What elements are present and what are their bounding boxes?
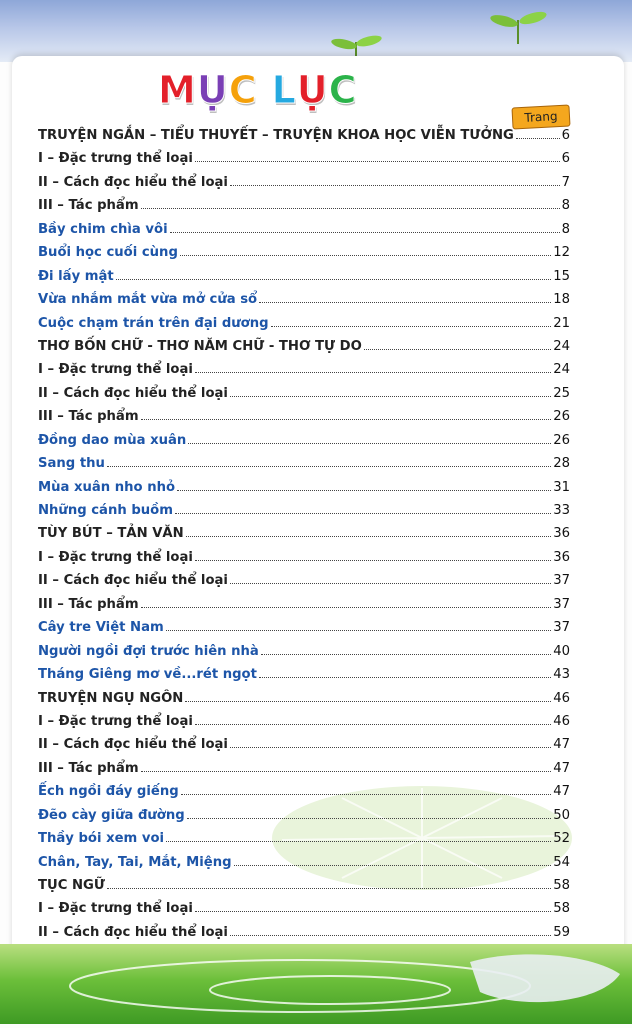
dot-leader bbox=[185, 700, 551, 702]
toc-entry-page: 40 bbox=[553, 643, 570, 659]
toc-entry-work bbox=[38, 456, 570, 479]
toc-entry-page: 59 bbox=[553, 924, 570, 940]
dot-leader bbox=[180, 254, 551, 256]
toc-entry-sub bbox=[38, 409, 570, 432]
toc-entry-work bbox=[38, 808, 570, 831]
toc-entry-label: III – Tác phẩm bbox=[38, 596, 139, 612]
toc-entry-work bbox=[38, 667, 570, 690]
toc-entry-sub bbox=[38, 151, 570, 174]
toc-entry-label: Đi lấy mật bbox=[38, 268, 114, 284]
toc-entry-label: TRUYỆN NGỤ NGÔN bbox=[38, 690, 184, 706]
toc-entry-label: TRUYỆN NGẮN – TIỂU THUYẾT – TRUYỆN KHOA HỌC VIỄN TƯỞNG bbox=[38, 128, 514, 143]
toc-entry-work bbox=[38, 784, 570, 807]
toc-entry-page: 58 bbox=[553, 878, 570, 893]
toc-entry-label: Vừa nhắm mắt vừa mở cửa sổ bbox=[38, 292, 258, 308]
dot-leader bbox=[195, 371, 551, 373]
dot-leader bbox=[516, 137, 560, 139]
toc-entry-page: 26 bbox=[553, 409, 570, 425]
page-title bbox=[158, 66, 358, 112]
dot-leader bbox=[195, 723, 551, 725]
toc-entry-page: 21 bbox=[553, 315, 570, 331]
toc-entry-work bbox=[38, 433, 570, 456]
toc-entry-sub bbox=[38, 761, 570, 784]
dot-leader bbox=[141, 770, 552, 772]
toc-entry-section bbox=[38, 339, 570, 362]
dot-leader bbox=[175, 512, 551, 514]
toc-entry-sub bbox=[38, 198, 570, 221]
toc-entry-page: 12 bbox=[553, 245, 570, 261]
toc-entry-sub bbox=[38, 550, 570, 573]
dot-leader bbox=[271, 325, 552, 327]
toc-entry-page: 47 bbox=[553, 760, 570, 776]
toc-entry-label: Bầy chim chìa vôi bbox=[38, 221, 168, 237]
toc-entry-section bbox=[38, 526, 570, 549]
toc-entry-work bbox=[38, 831, 570, 854]
dot-leader bbox=[261, 653, 551, 655]
toc-entry-page: 7 bbox=[561, 174, 570, 190]
dot-leader bbox=[234, 864, 552, 866]
title-letter: L bbox=[271, 68, 297, 112]
dot-leader bbox=[170, 231, 560, 233]
toc-entry-sub bbox=[38, 175, 570, 198]
dot-leader bbox=[230, 184, 560, 186]
toc-entry-page: 25 bbox=[553, 385, 570, 401]
toc-entry-page: 46 bbox=[553, 713, 570, 729]
sprout-right-icon bbox=[486, 8, 550, 44]
dot-leader bbox=[107, 465, 551, 467]
toc-entry-sub bbox=[38, 362, 570, 385]
toc-entry-page: 28 bbox=[553, 456, 570, 472]
toc-entry-page: 37 bbox=[553, 596, 570, 612]
title-letter: Ụ bbox=[196, 68, 229, 112]
toc-entry-page: 24 bbox=[553, 362, 570, 378]
dot-leader bbox=[259, 301, 551, 303]
dot-leader bbox=[195, 910, 551, 912]
page-column-badge: Trang bbox=[511, 104, 570, 129]
toc-entry-label: II – Cách đọc hiểu thể loại bbox=[38, 385, 228, 401]
toc-entry-work bbox=[38, 855, 570, 878]
dot-leader bbox=[230, 395, 551, 397]
toc-entry-page: 6 bbox=[561, 128, 570, 143]
dot-leader bbox=[166, 840, 551, 842]
toc-entry-page: 24 bbox=[553, 338, 570, 354]
toc-entry-label: II – Cách đọc hiểu thể loại bbox=[38, 924, 228, 940]
toc-entry-page: 31 bbox=[553, 479, 570, 495]
dot-leader bbox=[230, 934, 551, 936]
toc-entry-label: TỤC NGỮ bbox=[38, 878, 105, 893]
toc-entry-page: 47 bbox=[553, 784, 570, 800]
toc-entry-work bbox=[38, 644, 570, 667]
toc-entry-label: II – Cách đọc hiểu thể loại bbox=[38, 174, 228, 190]
toc-entry-section bbox=[38, 691, 570, 714]
toc-entry-work bbox=[38, 269, 570, 292]
toc-entry-page: 37 bbox=[553, 620, 570, 636]
grass-footer bbox=[0, 944, 632, 1024]
toc-entry-section bbox=[38, 878, 570, 901]
toc-entry-page: 47 bbox=[553, 737, 570, 753]
dot-leader bbox=[195, 160, 560, 162]
toc-entry-label: I – Đặc trưng thể loại bbox=[38, 151, 193, 167]
toc-entry-sub bbox=[38, 386, 570, 409]
toc-entry-work bbox=[38, 245, 570, 268]
toc-entry-label: I – Đặc trưng thể loại bbox=[38, 362, 193, 378]
toc-entry-label: II – Cách đọc hiểu thể loại bbox=[38, 737, 228, 753]
toc-entry-page: 33 bbox=[553, 503, 570, 518]
dot-leader bbox=[188, 442, 551, 444]
toc-entry-label: Những cánh buồm bbox=[38, 503, 173, 518]
toc-entry-label: I – Đặc trưng thể loại bbox=[38, 549, 193, 565]
toc-entry-label: Đồng dao mùa xuân bbox=[38, 432, 187, 448]
toc-entry-page: 36 bbox=[553, 526, 570, 542]
toc-entry-label: I – Đặc trưng thể loại bbox=[38, 713, 193, 729]
toc-entry-work bbox=[38, 503, 570, 526]
field-lines-icon bbox=[0, 944, 632, 1024]
table-of-contents bbox=[38, 128, 570, 948]
toc-entry-label: TÙY BÚT – TẢN VĂN bbox=[38, 526, 184, 542]
toc-entry-label: Buổi học cuối cùng bbox=[38, 245, 178, 261]
dot-leader bbox=[186, 535, 552, 537]
dot-leader bbox=[177, 489, 551, 491]
toc-entry-page: 50 bbox=[553, 807, 570, 823]
toc-entry-label: Sang thu bbox=[38, 456, 105, 472]
toc-entry-page: 26 bbox=[553, 432, 570, 448]
toc-entry-page: 15 bbox=[553, 268, 570, 284]
dot-leader bbox=[181, 793, 552, 795]
toc-entry-label: Ếch ngồi đáy giếng bbox=[38, 784, 179, 800]
toc-entry-page: 46 bbox=[553, 690, 570, 706]
toc-entry-page: 8 bbox=[561, 198, 570, 214]
toc-entry-section bbox=[38, 128, 570, 151]
toc-entry-label: Cây tre Việt Nam bbox=[38, 620, 164, 636]
dot-leader bbox=[141, 606, 552, 608]
dot-leader bbox=[230, 582, 551, 584]
toc-entry-work bbox=[38, 620, 570, 643]
toc-entry-page: 43 bbox=[553, 667, 570, 683]
toc-entry-sub bbox=[38, 714, 570, 737]
toc-entry-label: Thầy bói xem voi bbox=[38, 831, 165, 847]
toc-entry-page: 18 bbox=[553, 292, 570, 308]
dot-leader bbox=[141, 418, 552, 420]
title-letter: C bbox=[228, 68, 258, 112]
toc-entry-label: THƠ BỐN CHỮ - THƠ NĂM CHỮ - THƠ TỰ DO bbox=[38, 338, 362, 354]
toc-entry-sub bbox=[38, 901, 570, 924]
toc-entry-page: 37 bbox=[553, 573, 570, 589]
toc-entry-page: 58 bbox=[553, 901, 570, 917]
toc-entry-page: 54 bbox=[553, 854, 570, 870]
title-letter: Ụ bbox=[296, 68, 329, 112]
title-letter: C bbox=[328, 68, 358, 112]
toc-entry-page: 6 bbox=[561, 151, 570, 167]
toc-entry-work bbox=[38, 292, 570, 315]
toc-entry-work bbox=[38, 480, 570, 503]
toc-entry-work bbox=[38, 222, 570, 245]
toc-entry-sub bbox=[38, 573, 570, 596]
toc-entry-label: Cuộc chạm trán trên đại dương bbox=[38, 315, 269, 331]
toc-entry-label: I – Đặc trưng thể loại bbox=[38, 901, 193, 917]
dot-leader bbox=[107, 887, 551, 889]
toc-entry-label: II – Cách đọc hiểu thể loại bbox=[38, 573, 228, 589]
toc-entry-page: 8 bbox=[561, 221, 570, 237]
toc-entry-work bbox=[38, 316, 570, 339]
toc-entry-label: Mùa xuân nho nhỏ bbox=[38, 479, 176, 495]
toc-entry-sub bbox=[38, 597, 570, 620]
dot-leader bbox=[195, 559, 551, 561]
toc-entry-label: Chân, Tay, Tai, Mắt, Miệng bbox=[38, 854, 232, 870]
toc-entry-label: Đẽo cày giữa đường bbox=[38, 807, 185, 823]
title-letter: M bbox=[158, 68, 197, 112]
dot-leader bbox=[230, 746, 551, 748]
toc-entry-page: 52 bbox=[553, 831, 570, 847]
toc-entry-sub bbox=[38, 737, 570, 760]
toc-entry-label: Người ngồi đợi trước hiên nhà bbox=[38, 643, 259, 659]
toc-entry-label: III – Tác phẩm bbox=[38, 760, 139, 776]
toc-entry-label: Tháng Giêng mơ về...rét ngọt bbox=[38, 667, 257, 683]
toc-entry-label: III – Tác phẩm bbox=[38, 409, 139, 425]
dot-leader bbox=[116, 278, 552, 280]
dot-leader bbox=[141, 207, 560, 209]
dot-leader bbox=[187, 817, 552, 819]
dot-leader bbox=[166, 629, 552, 631]
toc-entry-page: 36 bbox=[553, 549, 570, 565]
dot-leader bbox=[364, 348, 551, 350]
toc-entry-label: III – Tác phẩm bbox=[38, 198, 139, 214]
dot-leader bbox=[259, 676, 551, 678]
